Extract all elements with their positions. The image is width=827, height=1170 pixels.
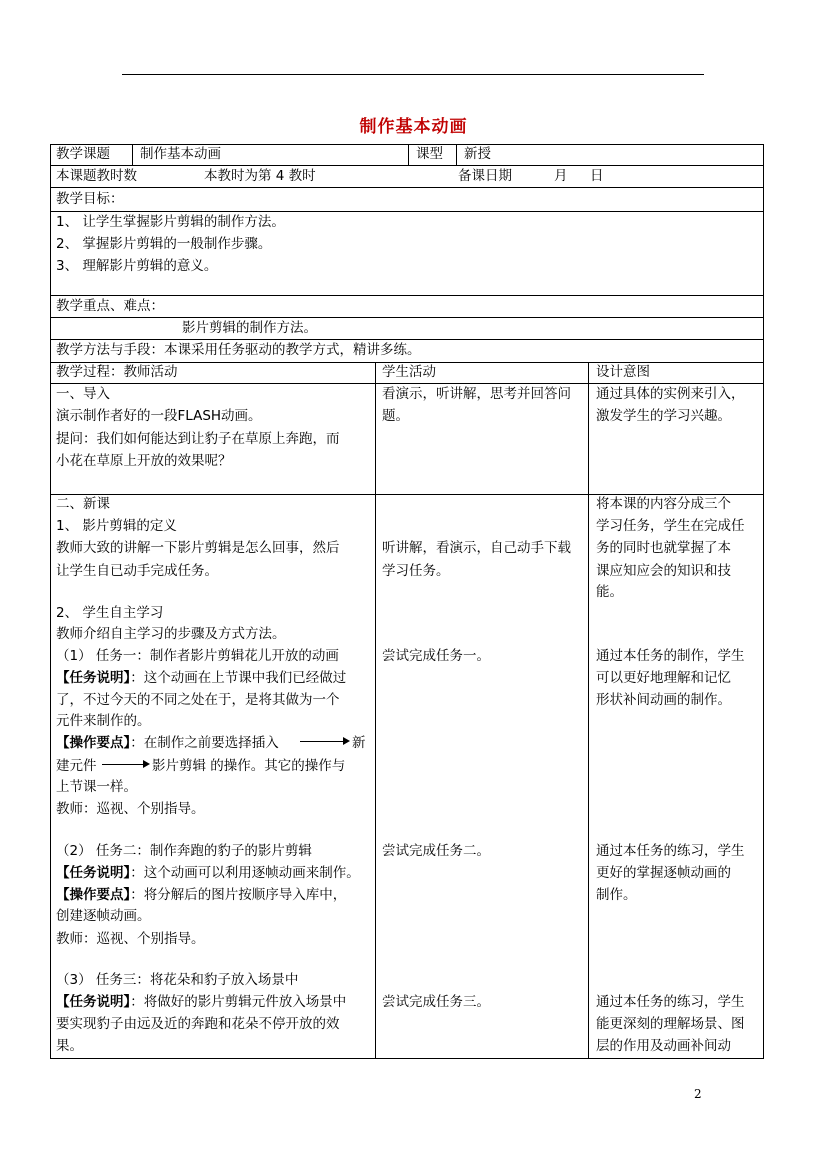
page-number: 2: [694, 1087, 702, 1101]
teacher-line: 小花在草原上开放的效果呢？: [56, 453, 232, 469]
intent-line: 通过具体的实例来引入，: [596, 386, 745, 402]
student-line: 尝试完成任务三。: [382, 994, 490, 1010]
intent-line: 课应知应会的知识和技: [596, 563, 731, 579]
label-lesson-type: 课型: [416, 146, 443, 162]
arrow-icon: [300, 741, 348, 742]
task-two-title: （2） 任务二：制作奔跑的豹子的影片剪辑: [56, 843, 312, 859]
header-rule: [122, 74, 704, 75]
intent-line: 通过本任务的制作，学生: [596, 648, 745, 664]
key-points-label: 教学重点、难点：: [56, 298, 164, 314]
teacher-line: 要实现豹子由远及近的奔跑和花朵不停开放的效: [56, 1016, 340, 1032]
goal-item: 3、 理解影片剪辑的意义。: [56, 258, 218, 274]
student-line: 听讲解，看演示，自己动手下载: [382, 540, 571, 556]
arrow-icon: [102, 764, 148, 765]
intent-line: 能更深刻的理解场景、图: [596, 1016, 745, 1032]
teacher-line: 影片剪辑 的操作。其它的操作与: [152, 758, 346, 774]
teaching-method: 教学方法与手段：本课采用任务驱动的教学方式，精讲多练。: [56, 342, 421, 358]
intent-line: 通过本任务的练习，学生: [596, 994, 745, 1010]
teacher-line: 让学生自已动手完成任务。: [56, 563, 218, 579]
label-periods: 本课题教时数: [56, 168, 137, 184]
label-lesson-topic: 教学课题: [56, 146, 110, 162]
teacher-line: 创建逐帧动画。: [56, 908, 151, 924]
task-one-note: [56, 668, 346, 690]
teacher-line: 提问：我们如何能达到让豹子在草原上奔跑，而: [56, 431, 340, 447]
key-points-text: 影片剪辑的制作方法。: [182, 320, 317, 336]
teacher-line: 教师大致的讲解一下影片剪辑是怎么回事，然后: [56, 540, 340, 556]
intent-line: 通过本任务的练习，学生: [596, 843, 745, 859]
intent-line: 将本课的内容分成三个: [596, 496, 731, 512]
teacher-line: 上节课一样。: [56, 779, 137, 795]
header-teacher-activity: 教学过程：教师活动: [56, 364, 178, 380]
month-label: 月: [554, 168, 568, 184]
teacher-line: 教师介绍自主学习的步骤及方式方法。: [56, 626, 286, 642]
note-text: ：这个动画在上节课中我们已经做过: [130, 670, 347, 686]
intent-line: 可以更好地理解和记忆: [596, 670, 731, 686]
note-label: 【任务说明】: [56, 994, 131, 1010]
intent-line: 能。: [596, 584, 623, 600]
steps-text: ：将分解后的图片按顺序导入库中，: [130, 887, 347, 903]
new-lesson-heading: 二、新课: [56, 496, 110, 512]
task-one-title: （1） 任务一：制作者影片剪辑花儿开放的动画: [56, 648, 339, 664]
value-lesson-topic: 制作基本动画: [140, 146, 221, 162]
steps-label: 【操作要点】: [56, 887, 131, 903]
teacher-line: 教师：巡视、个别指导。: [56, 801, 205, 817]
steps-text: ：在制作之前要选择插入: [130, 735, 279, 751]
intent-line: 激发学生的学习兴趣。: [596, 408, 731, 424]
current-period: 本教时为第 4 教时: [204, 168, 316, 184]
task-three-note: [56, 992, 346, 1014]
note-label: 【任务说明】: [56, 865, 131, 881]
teacher-line: 建元件: [56, 758, 97, 774]
intro-heading: 一、导入: [56, 386, 110, 402]
student-line: 看演示，听讲解，思考并回答问: [382, 386, 571, 402]
student-line: 尝试完成任务一。: [382, 648, 490, 664]
task-three-title: （3） 任务三：将花朵和豹子放入场景中: [56, 972, 299, 988]
goal-item: 2、 掌握影片剪辑的一般制作步骤。: [56, 236, 272, 252]
teacher-line: 果。: [56, 1038, 83, 1054]
intent-line: 更好的掌握逐帧动画的: [596, 865, 731, 881]
teacher-line: 1、 影片剪辑的定义: [56, 518, 177, 534]
intent-line: 学习任务，学生在完成任: [596, 518, 745, 534]
teacher-line: 2、 学生自主学习: [56, 605, 164, 621]
student-line: 题。: [382, 408, 409, 424]
student-line: 尝试完成任务二。: [382, 843, 490, 859]
task-two-note: [56, 863, 360, 885]
task-one-steps: [56, 733, 279, 755]
header-student-activity: 学生活动: [382, 364, 436, 380]
intent-line: 层的作用及动画补间动: [596, 1038, 731, 1054]
goal-item: 1、 让学生掌握影片剪辑的制作方法。: [56, 214, 285, 230]
intent-line: 务的同时也就掌握了本: [596, 540, 731, 556]
note-text: ：将做好的影片剪辑元件放入场景中: [130, 994, 347, 1010]
task-two-steps: [56, 885, 346, 907]
teacher-line: 新: [352, 735, 366, 751]
goals-label: 教学目标：: [56, 191, 124, 207]
student-line: 学习任务。: [382, 563, 450, 579]
teacher-line: 了，不过今天的不同之处在于，是将其做为一个: [56, 692, 340, 708]
intent-line: 制作。: [596, 887, 637, 903]
value-lesson-type: 新授: [464, 146, 491, 162]
teacher-line: 教师：巡视、个别指导。: [56, 931, 205, 947]
label-prep-date: 备课日期: [458, 168, 512, 184]
intent-line: 形状补间动画的制作。: [596, 692, 731, 708]
note-text: ：这个动画可以利用逐帧动画来制作。: [130, 865, 360, 881]
page-title: 制作基本动画: [359, 117, 468, 137]
day-label: 日: [590, 168, 604, 184]
teacher-line: 元件来制作的。: [56, 713, 151, 729]
note-label: 【任务说明】: [56, 670, 131, 686]
steps-label: 【操作要点】: [56, 735, 131, 751]
header-design-intent: 设计意图: [596, 364, 650, 380]
teacher-line: 演示制作者好的一段FLASH动画。: [56, 408, 262, 424]
